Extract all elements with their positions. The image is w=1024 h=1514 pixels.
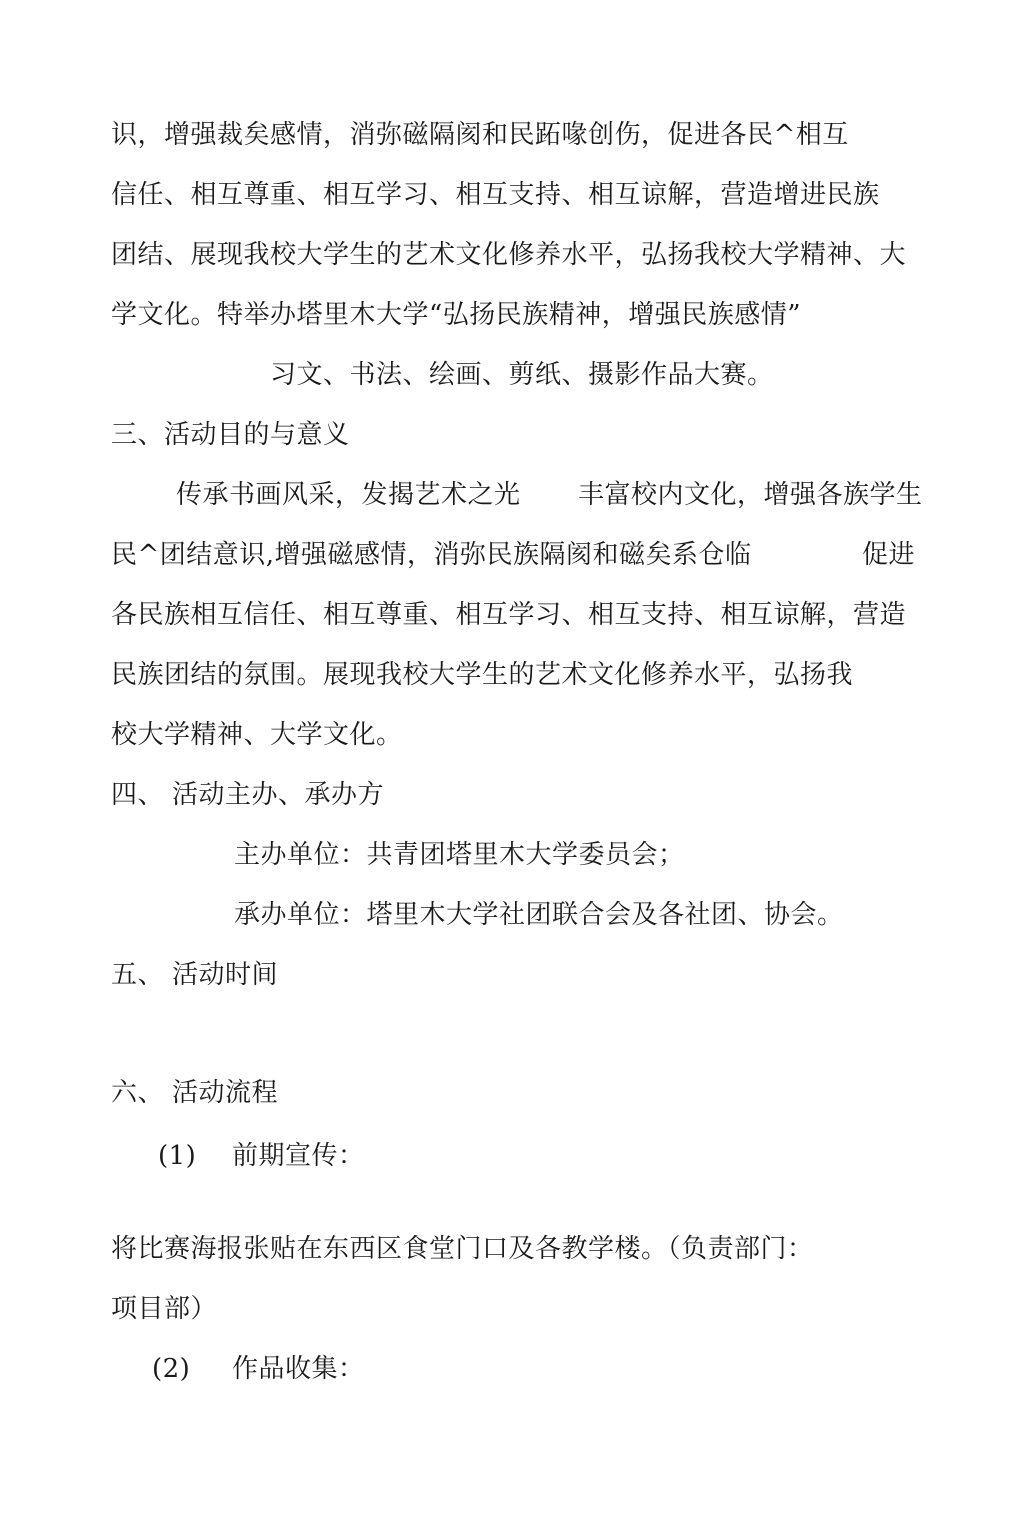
section-6-number: 六、 [111,1078,165,1108]
section-3-heading: 三、活动目的与意义 [111,420,350,450]
intro-line-3: 团结、展现我校大学生的艺术文化修养水平，弘扬我校大学精神、大 [111,240,907,270]
undertaker-line: 承办单位：塔里木大学社团联合会及各社团、协会。 [234,900,844,930]
intro-line-4: 学文化。特举办塔里木大学“弘扬民族精神，增强民族感情” [111,300,802,330]
section-5-number: 五、 [111,960,165,990]
section-5-title: 活动时间 [172,960,279,990]
step-1-number: (1) [158,1141,197,1171]
section-3-line-5: 校大学精神、大学文化。 [111,720,403,750]
step-2-title: 作品收集： [232,1354,365,1384]
intro-line-1: 识，增强裁矣感情，消弥磁隔阂和民跖喙创伤，促进各民^相互 [111,120,849,150]
section-4-number: 四、 [111,780,165,810]
section-6-title: 活动流程 [172,1078,279,1108]
step-1-text-2: 项目部） [111,1294,218,1324]
step-1-text-1: 将比赛海报张贴在东西区食堂门口及各教学楼。（负责部门： [111,1234,814,1264]
section-3-line-2a: 民^团结意识,增强磁感情，消弥民族隔阂和磁矣系仓临 [111,540,752,570]
section-3-line-3: 各民族相互信任、相互尊重、相互学习、相互支持、相互谅解，营造 [111,600,907,630]
organizer-line: 主办单位：共青团塔里木大学委员会； [234,840,685,870]
intro-line-5: 习文、书法、绘画、剪纸、摄影作品大赛。 [270,360,774,390]
section-3-line-1b: 丰富校内文化，增强各族学生 [578,480,923,510]
section-4-title: 活动主办、承办方 [172,780,385,810]
step-1-title: 前期宣传： [232,1141,365,1171]
section-3-line-1a: 传承书画风采，发揭艺术之光 [176,480,521,510]
intro-line-2: 信任、相互尊重、相互学习、相互支持、相互谅解，营造增进民族 [111,180,880,210]
section-3-line-4: 民族团结的氛围。展现我校大学生的艺术文化修养水平，弘扬我 [111,660,854,690]
step-2-number: (2) [152,1354,191,1384]
section-3-line-2b: 促进 [862,540,916,570]
